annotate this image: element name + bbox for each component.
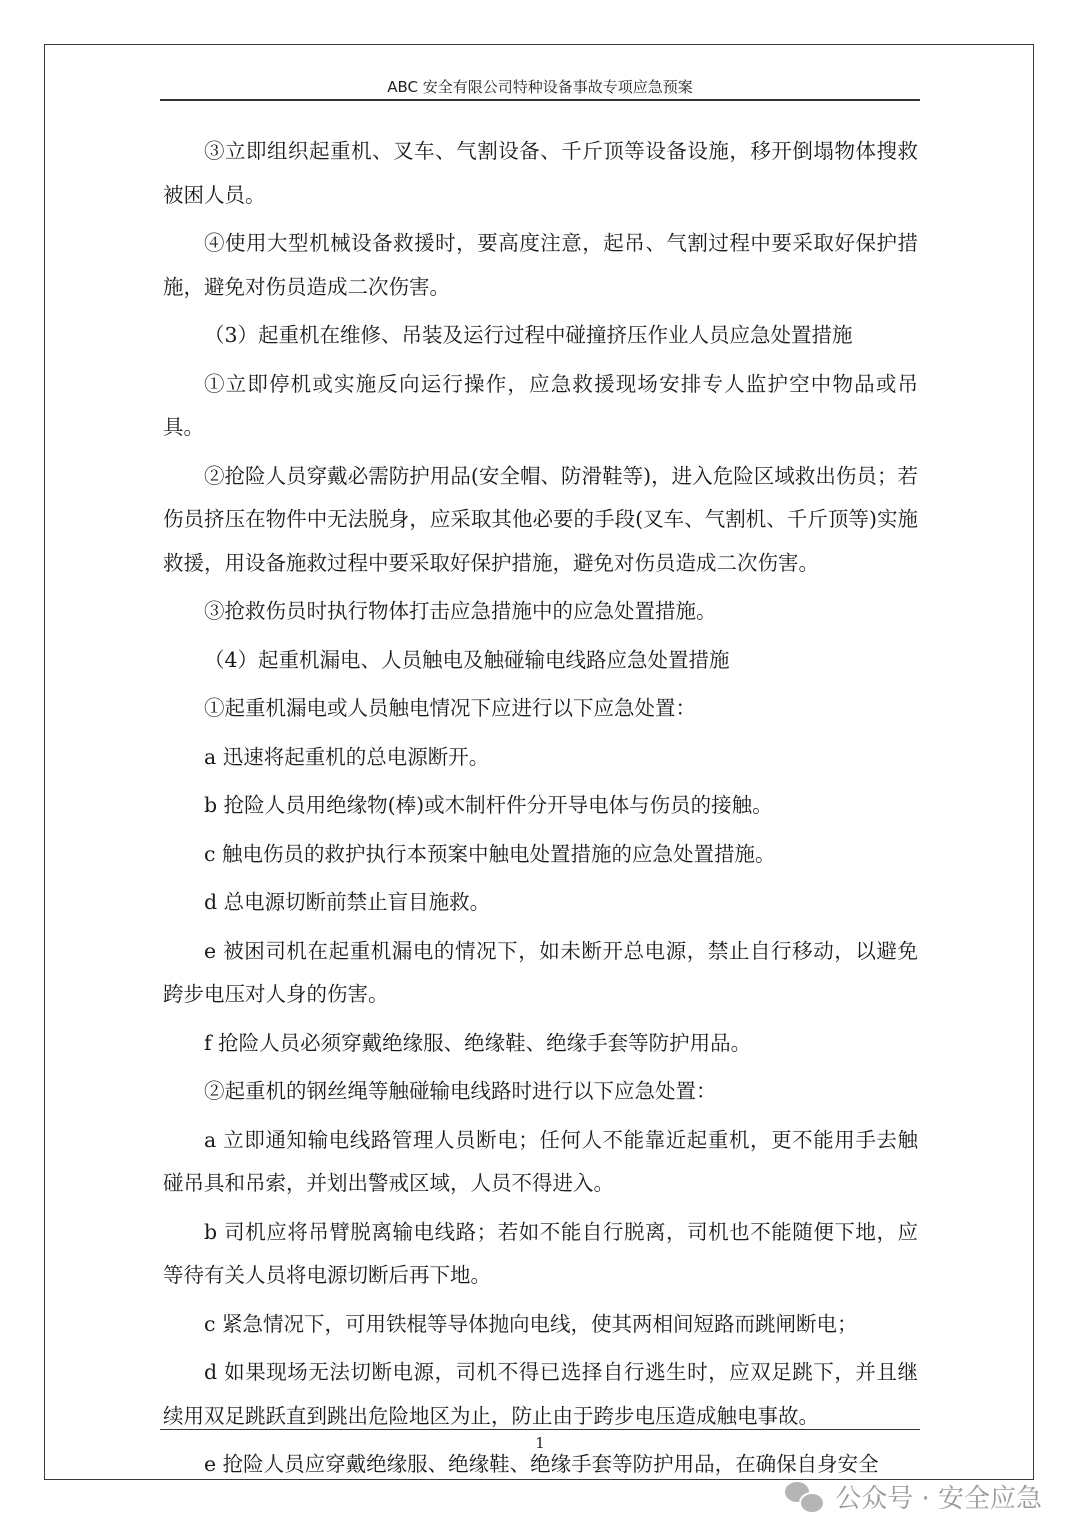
paragraph: ③立即组织起重机、叉车、气割设备、千斤顶等设备设施，移开倒塌物体搜救被困人员。 (163, 139, 918, 207)
list-item: e 被困司机在起重机漏电的情况下，如未断开总电源，禁止自行移动，以避免跨步电压对人身的伤害。 (163, 938, 918, 1006)
document-header-title: ABC 安全有限公司特种设备事故专项应急预案 (387, 78, 693, 96)
watermark (785, 1478, 1042, 1515)
paragraph: ①立即停机或实施反向运行操作，应急救援现场安排专人监护空中物品或吊具。 (163, 371, 918, 439)
wechat-icon (785, 1480, 825, 1514)
list-item: d 如果现场无法切断电源，司机不得已选择自行逃生时，应双足跳下，并且继续用双足跳跃直到跳出危险地区为止，防止由于跨步电压造成触电事故。 (163, 1360, 918, 1428)
list-item: e 抢险人员应穿戴绝缘服、绝缘鞋、绝缘手套等防护用品，在确保自身安全 (204, 1452, 879, 1476)
list-item: b 抢险人员用绝缘物(棒)或木制杆件分开导电体与伤员的接触。 (204, 793, 773, 817)
list-item: f 抢险人员必须穿戴绝缘服、绝缘鞋、绝缘手套等防护用品。 (204, 1030, 752, 1055)
footer-rule (160, 1429, 920, 1430)
paragraph: ③抢救伤员时执行物体打击应急措施中的应急处置措施。 (204, 599, 717, 623)
list-item: c 触电伤员的救护执行本预案中触电处置措施的应急处置措施。 (204, 841, 776, 866)
list-item: a 迅速将起重机的总电源断开。 (204, 744, 490, 769)
list-item: d 总电源切断前禁止盲目施救。 (204, 890, 491, 914)
list-item: a 立即通知输电线路管理人员断电；任何人不能靠近起重机，更不能用手去触碰吊具和吊索，并划出警戒区域，人员不得进入。 (163, 1127, 918, 1195)
document-body (163, 130, 918, 1492)
list-item: c 紧急情况下，可用铁棍等导体抛向电线，使其两相间短路而跳闸断电； (204, 1311, 858, 1336)
watermark-text: 公众号 · 安全应急 (835, 1484, 1042, 1514)
paragraph: ②抢险人员穿戴必需防护用品(安全帽、防滑鞋等)，进入危险区域救出伤员；若伤员挤压在物件中无法脱身，应采取其他必要的手段(叉车、气割机、千斤顶等)实施救援，用设备施救过程中要采取好保护措施，避免对伤员造成二次伤害。 (163, 463, 918, 575)
list-item: b 司机应将吊臂脱离输电线路；若如不能自行脱离，司机也不能随便下地，应等待有关人员将电源切断后再下地。 (163, 1219, 918, 1287)
paragraph: ④使用大型机械设备救援时，要高度注意，起吊、气割过程中要采取好保护措施，避免对伤员造成二次伤害。 (163, 231, 918, 299)
page-number: 1 (535, 1434, 545, 1452)
header-rule (160, 99, 920, 101)
paragraph: ①起重机漏电或人员触电情况下应进行以下应急处置： (204, 696, 696, 720)
section-heading: （3）起重机在维修、吊装及运行过程中碰撞挤压作业人员应急处置措施 (204, 323, 853, 347)
paragraph: ②起重机的钢丝绳等触碰输电线路时进行以下应急处置： (204, 1079, 717, 1103)
section-heading: （4）起重机漏电、人员触电及触碰输电线路应急处置措施 (204, 647, 730, 672)
